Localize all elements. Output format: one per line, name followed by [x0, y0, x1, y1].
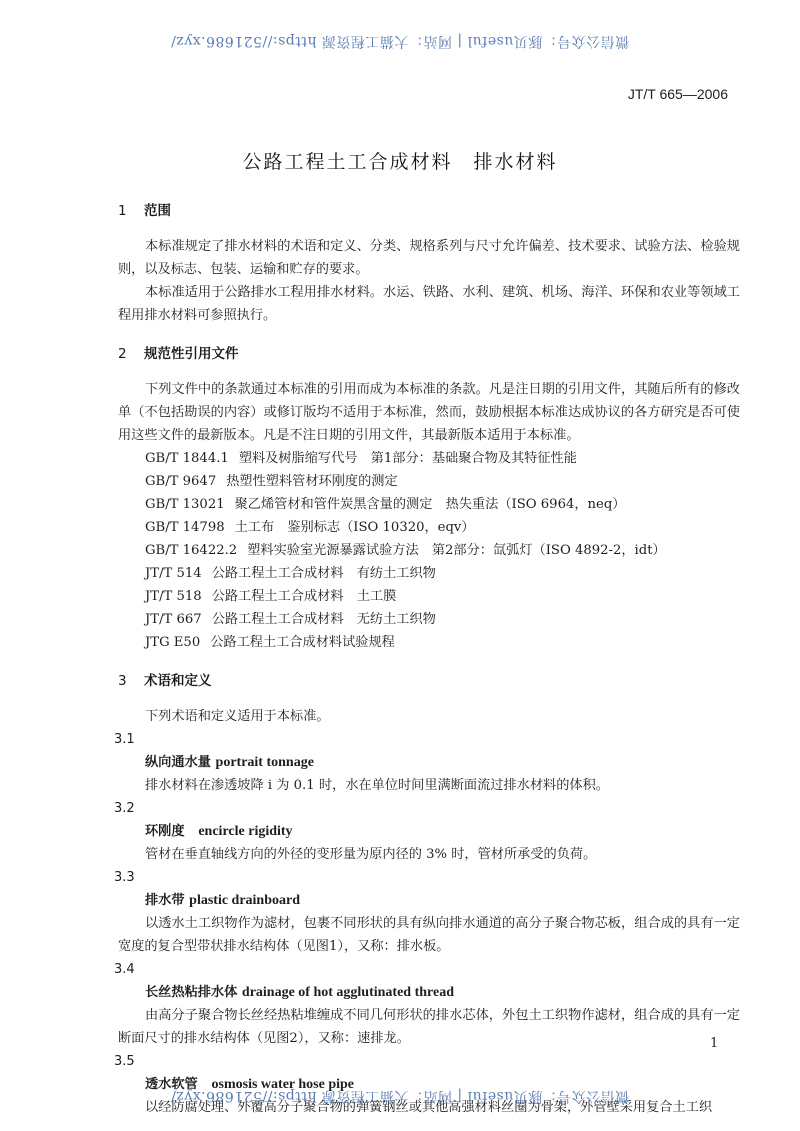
section-heading-normative-references	[118, 343, 740, 366]
term-name	[118, 820, 740, 843]
section-number: 3	[118, 673, 127, 689]
page-number: 1	[710, 1036, 719, 1051]
term-name-zh: 长丝热粘排水体	[145, 985, 238, 1000]
reference-code: JT/T 514	[145, 566, 202, 581]
document-body	[114, 200, 740, 1119]
term-number: 3.5	[114, 1054, 135, 1069]
reference-code: GB/T 16422.2	[145, 543, 238, 558]
term-number: 3.4	[114, 962, 135, 977]
reference-title: 热塑性塑料管材环刚度的测定	[226, 474, 398, 489]
term-number: 3.2	[114, 801, 135, 816]
reference-title: 公路工程土工合成材料 无纺土工织物	[211, 612, 436, 627]
paragraph: 本标准规定了排水材料的术语和定义、分类、规格系列与尺寸允许偏差、技术要求、试验方法、检验规则，以及标志、包装、运输和贮存的要求。	[118, 239, 740, 277]
reference-item	[118, 631, 740, 654]
reference-code: JT/T 518	[145, 589, 202, 604]
term-name-zh: 排水带	[145, 893, 185, 908]
standard-code: JT/T 665—2006	[627, 86, 728, 102]
reference-code: GB/T 14798	[145, 520, 225, 535]
term-name	[118, 889, 740, 912]
reference-item	[118, 585, 740, 608]
reference-code: JTG E50	[145, 635, 201, 650]
reference-item	[118, 562, 740, 585]
reference-list	[118, 447, 740, 654]
term-name	[118, 981, 740, 1004]
term-number: 3.1	[114, 732, 135, 747]
reference-code: GB/T 1844.1	[145, 451, 229, 466]
reference-item	[118, 539, 740, 562]
paragraph: 下列术语和定义适用于本标准。	[145, 709, 330, 724]
term-definition: 由高分子聚合物长丝经热粘堆缠成不同几何形状的排水芯体，外包土工织物作滤材，组合成的具有一定断面尺寸的排水结构体（见图2），又称：速排龙。	[118, 1008, 740, 1046]
reference-title: 塑料实验室光源暴露试验方法 第2部分：氙弧灯（ISO 4892-2，idt）	[247, 543, 666, 558]
term-name-en: drainage of hot agglutinated thread	[241, 985, 454, 1000]
reference-item	[118, 447, 740, 470]
section-title: 术语和定义	[144, 673, 212, 689]
reference-item	[118, 493, 740, 516]
term-name-zh: 透水软管	[145, 1077, 198, 1092]
reference-title: 聚乙烯管材和管件炭黑含量的测定 热失重法（ISO 6964，neq）	[234, 497, 626, 512]
term-name-en: encircle rigidity	[198, 824, 293, 839]
paragraph: 下列文件中的条款通过本标准的引用而成为本标准的条款。凡是注日期的引用文件，其随后所有的修改单（不包括勘误的内容）或修订版均不适用于本标准，然而，鼓励根据本标准达成协议的各方研究是否可使用这些文件的最新版本。凡是不注日期的引用文件，其最新版本适用于本标准。	[118, 382, 740, 443]
document-title: 公路工程土工合成材料 排水材料	[242, 151, 558, 173]
reference-item	[118, 516, 740, 539]
reference-code: GB/T 9647	[145, 474, 217, 489]
paragraph: 本标准适用于公路排水工程用排水材料。水运、铁路、水利、建筑、机场、海洋、环保和农业等领域工程用排水材料可参照执行。	[118, 285, 740, 323]
reference-title: 土工布 鉴别标志（ISO 10320，eqv）	[234, 520, 475, 535]
term-name-en: portrait tonnage	[215, 755, 314, 770]
section-number: 1	[118, 203, 127, 219]
term-definition: 管材在垂直轴线方向的外径的变形量为原内径的 3% 时，管材所承受的负荷。	[145, 847, 597, 862]
term-name	[118, 751, 740, 774]
reference-code: GB/T 13021	[145, 497, 225, 512]
section-title: 范围	[144, 203, 171, 219]
reference-item	[118, 608, 740, 631]
watermark-bottom: 微信公众号：豚贝useful | 网站：大猫工程资源 https://521686.xyz/	[170, 1088, 630, 1104]
section-heading-scope	[118, 200, 740, 223]
watermark-top: 微信公众号：豚贝useful | 网站：大猫工程资源 https://521686.xyz/	[170, 33, 630, 49]
section-number: 2	[118, 346, 127, 362]
reference-title: 塑料及树脂缩写代号 第1部分：基础聚合物及其特征性能	[238, 451, 577, 466]
section-heading-terms-definitions	[118, 670, 740, 693]
term-definition: 排水材料在渗透坡降 i 为 0.1 时，水在单位时间里满断面流过排水材料的体积。	[145, 778, 609, 793]
reference-title: 公路工程土工合成材料试验规程	[210, 635, 395, 650]
section-title: 规范性引用文件	[144, 346, 239, 362]
term-definition: 以透水土工织物作为滤材，包裹不同形状的具有纵向排水通道的高分子聚合物芯板，组合成的具有一定宽度的复合型带状排水结构体（见图1），又称：排水板。	[118, 916, 740, 954]
term-name-zh: 环刚度	[145, 824, 185, 839]
term-name-zh: 纵向通水量	[145, 755, 211, 770]
term-name-en: plastic drainboard	[189, 893, 301, 908]
term-definition: 以经防腐处理、外覆高分子聚合物的弹簧钢丝或其他高强材料丝圈为骨架，外管壁采用复合土工织	[145, 1100, 713, 1115]
reference-title: 公路工程土工合成材料 有纺土工织物	[211, 566, 436, 581]
term-name-en: osmosis water hose pipe	[211, 1077, 354, 1092]
reference-code: JT/T 667	[145, 612, 202, 627]
reference-title: 公路工程土工合成材料 土工膜	[211, 589, 397, 604]
reference-item	[118, 470, 740, 493]
term-number: 3.3	[114, 870, 135, 885]
